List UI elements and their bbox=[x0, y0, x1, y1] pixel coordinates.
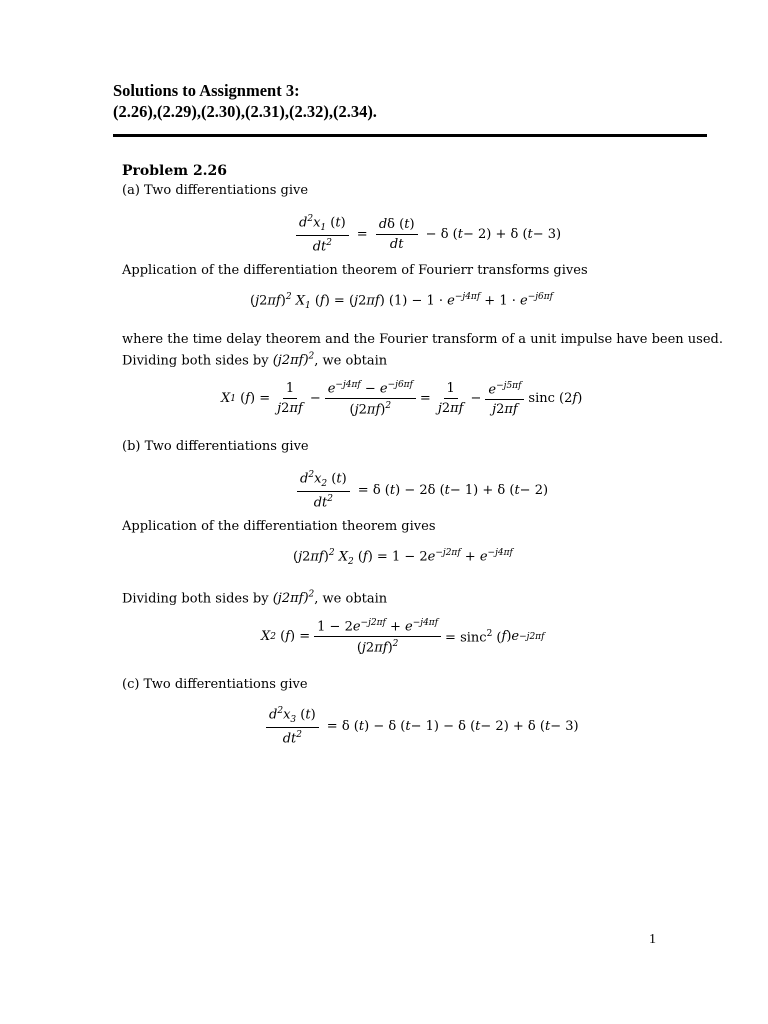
header-divider bbox=[113, 134, 707, 137]
document-header bbox=[113, 80, 733, 122]
part-b-intro: (b) Two differentiations give bbox=[122, 439, 309, 454]
equation-b-result: X 2 ( f ) = $\frac{1 - 2e^{-j2\pi f} + e^{-j4\pi f}}{(j2\pi f)^2}$ = sinc$^2$ ( f ) e −j2πf bbox=[261, 618, 545, 656]
text-differentiation-theorem-b: Application of the differentiation theorem gives bbox=[122, 519, 436, 534]
text-we-obtain-b: , we obtain bbox=[314, 591, 388, 607]
header-problem-list: (2.26),(2.29),(2.30),(2.31),(2.32),(2.34). bbox=[113, 102, 377, 121]
text-dividing-b: Dividing both sides by $(j2\pi f)^2$, we obtain bbox=[122, 590, 388, 607]
text-dividing-a: Dividing both sides by $(j2\pi f)^2$, we obtain bbox=[122, 352, 388, 369]
header-title: Solutions to Assignment 3: bbox=[113, 81, 300, 100]
text-dividing-b-label: Dividing both sides by bbox=[122, 591, 269, 607]
text-we-obtain-a: , we obtain bbox=[314, 353, 388, 369]
equation-c-second-derivative: $\frac{d^2x_3 (t)}{dt^2}$ = δ ( t ) − δ ( t − 1) − δ ( t − 2) + δ ( t − 3) bbox=[262, 706, 579, 746]
equation-b-fourier: $(j2\pi f)^2$ $X_2$ $(f) = 1 - 2e^{-j2\pi f} + e^{-j4\pi f}$ bbox=[293, 548, 513, 567]
equation-b-second-derivative: $\frac{d^2x_2 (t)}{dt^2}$ = δ ( t ) − 2δ ( t − 1) + δ ( t − 2) bbox=[293, 470, 548, 510]
equation-a-result: X 1 ( f ) = $\frac{1}{j2\pi f}$ − $\frac{e^{-j4\pi f} - e^{-j6\pi f}}{(j2\pi f)^2}$ = $\frac{1}{j2\pi f}$ − $\frac{e^{-j5\pi f}}{j2\pi f}$ sinc (2 f ) bbox=[221, 380, 583, 418]
text-time-delay: where the time delay theorem and the Fourier transform of a unit impulse have been used. bbox=[122, 332, 723, 347]
part-a-intro: (a) Two differentiations give bbox=[122, 183, 309, 198]
problem-title: Problem 2.26 bbox=[122, 163, 228, 179]
page-number: 1 bbox=[649, 932, 656, 947]
equation-a-fourier: $(j2\pi f)^2$ $X_1$ (f) = (j2πf) $(1) - 1 \cdot e^{-j4\pi f} + 1 \cdot e^{-j6\pi f}$ bbox=[250, 292, 554, 311]
text-dividing-a-label: Dividing both sides by bbox=[122, 353, 269, 369]
equation-a-second-derivative: $\frac{d^2x_1 (t)}{dt^2}$ = $\frac{d\delta (t)}{dt}$ − δ ( t − 2) + δ ( t − 3) bbox=[292, 214, 561, 254]
text-differentiation-theorem: Application of the differentiation theorem of Fourierr transforms gives bbox=[122, 263, 588, 278]
part-c-intro: (c) Two differentiations give bbox=[122, 677, 308, 692]
